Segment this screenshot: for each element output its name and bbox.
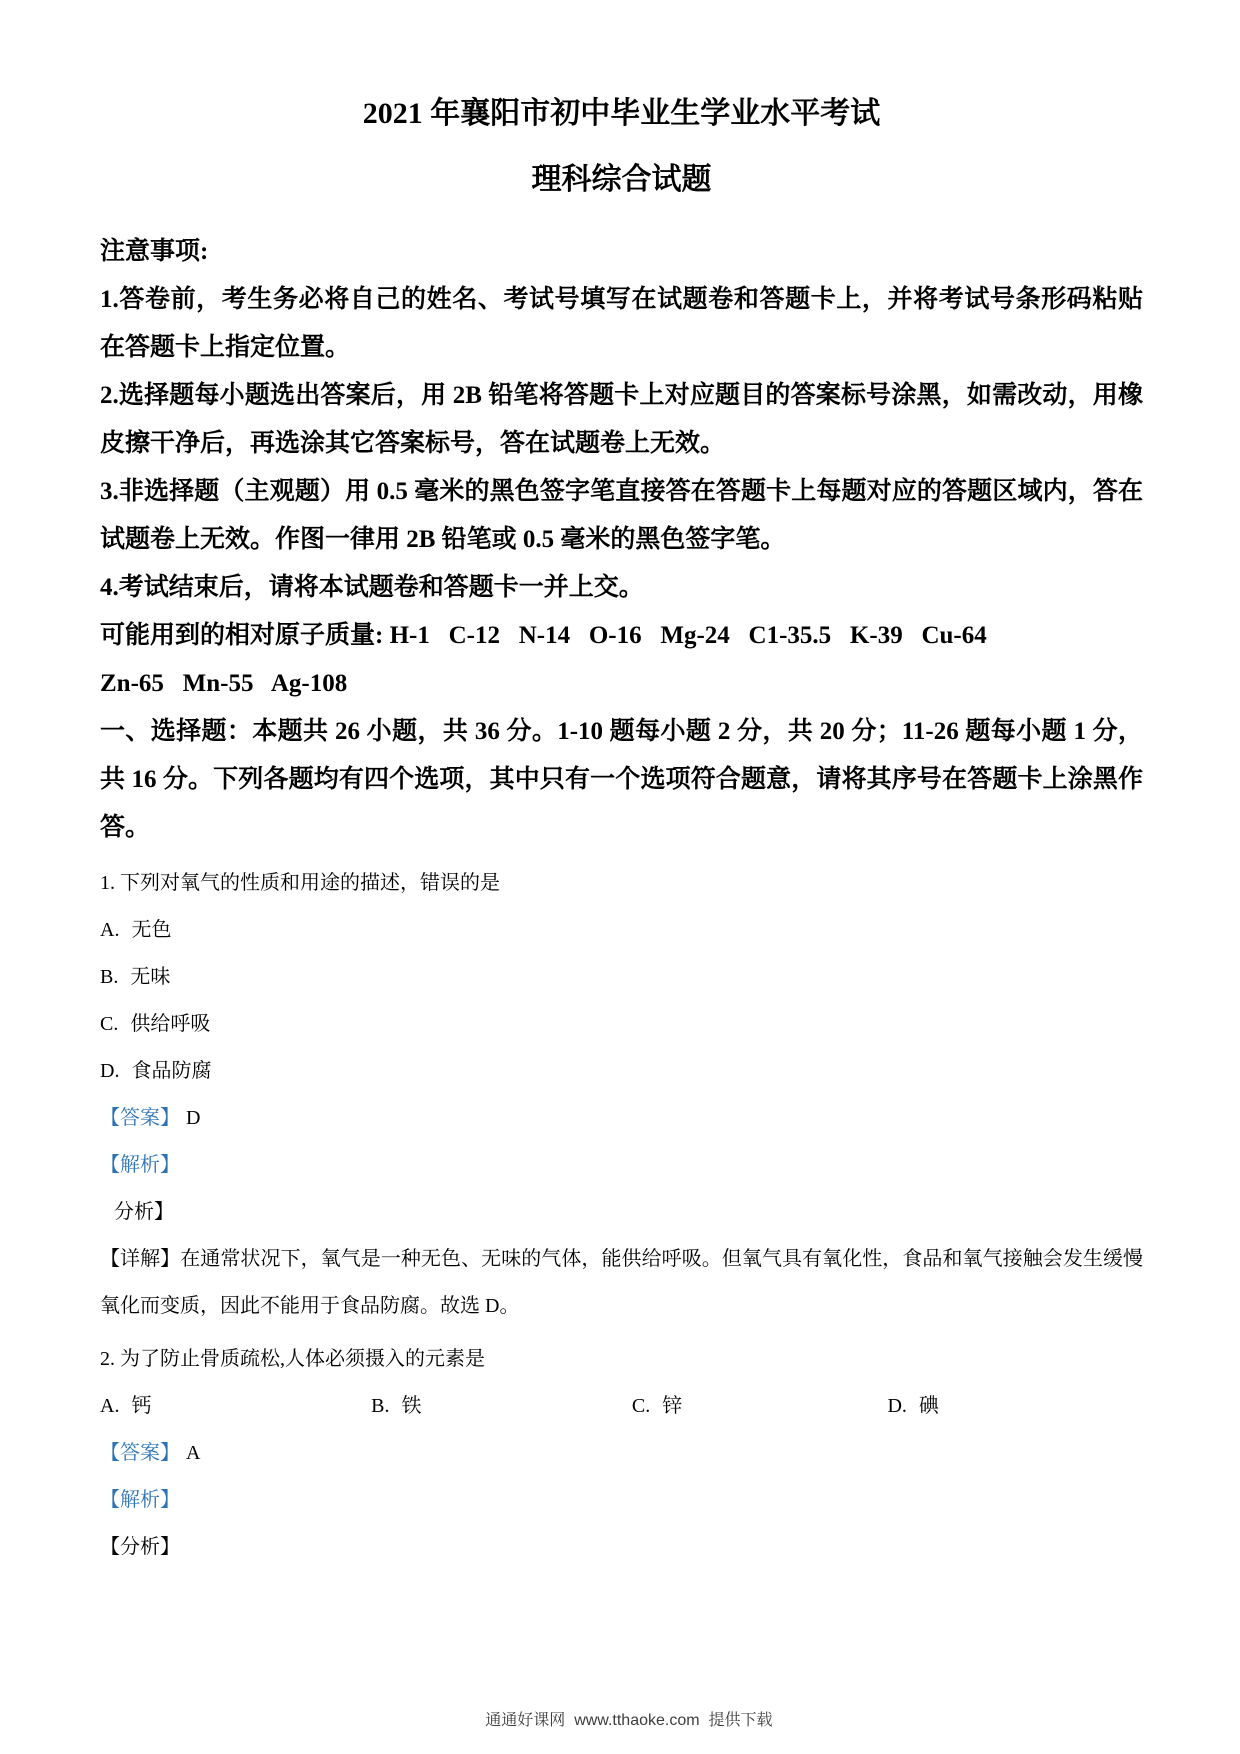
option-text: 铁 — [401, 1395, 422, 1417]
option-text: 碘 — [918, 1395, 939, 1417]
question-1-answer-line — [100, 1095, 1143, 1142]
option-text: 无色 — [131, 919, 172, 941]
question-1-option-b — [100, 954, 1143, 1001]
notice-section — [100, 228, 1143, 852]
page-subtitle: 理科综合试题 — [531, 163, 712, 196]
question-2-analysis-sub: 【分析】 — [100, 1536, 180, 1558]
option-text: 食品防腐 — [131, 1060, 212, 1082]
question-1-option-c — [100, 1001, 1143, 1048]
question-2-answer-line — [100, 1430, 1143, 1477]
question-number: 2. — [100, 1348, 115, 1370]
question-1-stem — [100, 860, 1143, 907]
option-text: 供给呼吸 — [130, 1013, 211, 1035]
question-2 — [100, 1336, 1143, 1571]
question-2-analysis-header: 【解析】 — [100, 1489, 180, 1511]
question-1-detail — [100, 1236, 1143, 1330]
question-stem-text: 下列对氧气的性质和用途的描述，错误的是 — [120, 872, 500, 894]
option-text: 锌 — [662, 1395, 683, 1417]
answer-label: 【答案】 — [100, 1442, 180, 1464]
answer-label: 【答案】 — [100, 1107, 180, 1129]
question-1-analysis-header: 【解析】 — [100, 1154, 180, 1176]
detail-label: 【详解】 — [100, 1248, 181, 1270]
questions-area — [100, 860, 1143, 1571]
page-footer — [0, 1689, 1240, 1748]
notice-heading: 注意事项: — [100, 238, 209, 265]
notice-item-4: 4.考试结束后，请将本试题卷和答题卡一并上交。 — [100, 574, 644, 601]
option-text: 钙 — [131, 1395, 152, 1417]
question-2-stem — [100, 1336, 1143, 1383]
question-2-option-a — [100, 1383, 371, 1430]
question-2-options-row — [100, 1383, 1143, 1430]
option-label: B. — [371, 1395, 390, 1417]
question-stem-text: 为了防止骨质疏松,人体必须摄入的元素是 — [120, 1348, 485, 1370]
notice-item-2: 2.选择题每小题选出答案后，用 2B 铅笔将答题卡上对应题目的答案标号涂黑，如需改动，用橡皮擦干净后，再选涂其它答案标号，答在试题卷上无效。 — [100, 382, 1143, 457]
option-label: A. — [100, 919, 120, 941]
question-1-option-a — [100, 907, 1143, 954]
atomic-masses-line-2: Zn-65 Mn-55 Ag-108 — [100, 670, 348, 697]
question-number: 1. — [100, 872, 115, 894]
question-1-option-d — [100, 1048, 1143, 1095]
option-label: A. — [100, 1395, 120, 1417]
question-1-analysis-sub: 分析】 — [114, 1201, 174, 1223]
option-label: C. — [631, 1395, 651, 1417]
option-label: D. — [887, 1395, 907, 1417]
notice-item-3: 3.非选择题（主观题）用 0.5 毫米的黑色签字笔直接答在答题卡上每题对应的答题区域内，答在试题卷上无效。作图一律用 2B 铅笔或 0.5 毫米的黑色签字笔。 — [100, 478, 1143, 553]
question-1 — [100, 860, 1143, 1330]
option-text: 无味 — [130, 966, 171, 988]
detail-text: 在通常状况下，氧气是一种无色、无味的气体，能供给呼吸。但氧气具有氧化性，食品和氧气接触会发生缓慢氧化而变质，因此不能用于食品防腐。故选 D。 — [100, 1248, 1144, 1317]
footer-text: 通通好课网 www.tthaoke.com 提供下载 — [485, 1712, 773, 1729]
answer-value: A — [186, 1442, 201, 1464]
option-label: C. — [100, 1013, 119, 1035]
question-2-option-d — [887, 1383, 1143, 1430]
option-label: B. — [100, 966, 119, 988]
page-title: 2021 年襄阳市初中毕业生学业水平考试 — [362, 97, 881, 130]
option-label: D. — [100, 1060, 120, 1082]
section-one-heading: 一、选择题：本题共 26 小题，共 36 分。1-10 题每小题 2 分，共 20 分；11-26 题每小题 1 分，共 16 分。下列各题均有四个选项，其中只有一个选项符合题意，请将其序号在答题卡上涂黑作答。 — [100, 718, 1143, 841]
notice-item-1: 1.答卷前，考生务必将自己的姓名、考试号填写在试题卷和答题卡上，并将考试号条形码粘贴在答题卡上指定位置。 — [100, 286, 1143, 361]
answer-value: D — [186, 1107, 201, 1129]
atomic-masses-line-1: 可能用到的相对原子质量: H-1 C-12 N-14 O-16 Mg-24 C1-35.5 K-39 Cu-64 — [100, 622, 987, 649]
question-2-option-c — [632, 1383, 888, 1430]
question-2-option-b — [371, 1383, 632, 1430]
